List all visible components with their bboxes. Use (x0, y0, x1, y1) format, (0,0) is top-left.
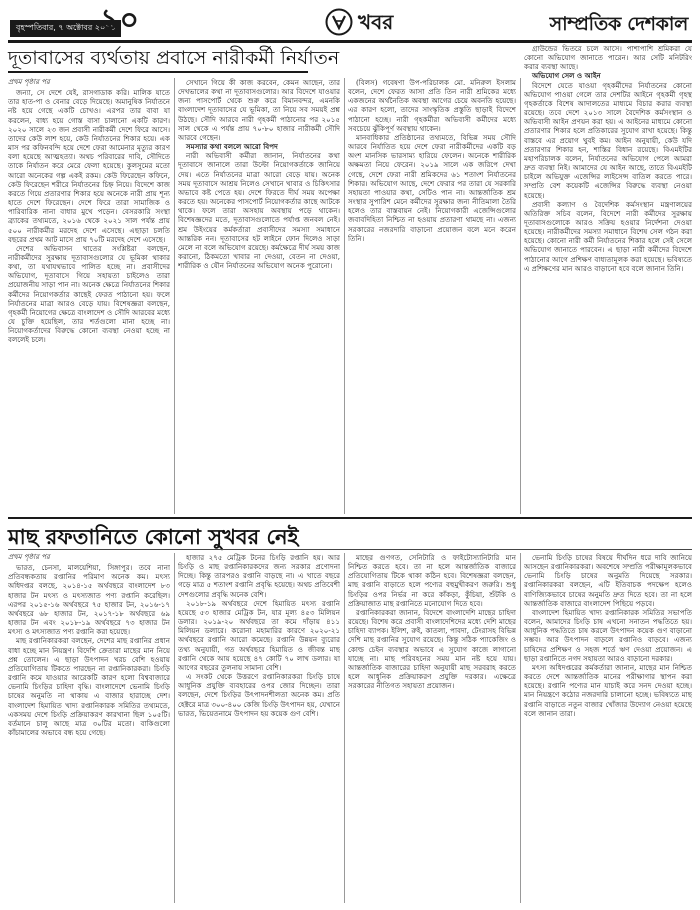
story2-column-4 (524, 553, 692, 903)
story1-column-4 (524, 44, 692, 514)
column-divider (174, 78, 175, 514)
story1-col4-text: গ্রাউন্ডের ভিতরে চলে আসে। পাশাপাশি শ্রমিকরা যে কোনো অভিযোগ জানাতে পারেন। আর সেটি মনিটরিং করার ব্যবস্থা আছে। (524, 44, 692, 72)
story1-col4-subhead: অভিযোগ সেল ও আইন (532, 71, 601, 81)
story1-col2-text: সেখানে গিয়ে কী কাজ করবেন, কেমন আছেন, তার দেখভালের কথা না দূতাবাসগুলোর। আর বিদেশে যাওয়ার জন্য পাসপোর্ট থেকে শুরু করে বিমানবন্দর, এমনকি বাংলাদেশ দূতাবাসের যে ভূমিকা, তা নিয়ে সব সময়ই প্রশ্ন উঠছে। সৌদি আরবে নারী গৃহকর্মী পাঠানোর পর ২০১৫ সাল থেকে এ পর্যন্ত প্রায় ৭০-৮০ হাজার নারীকর্মী সৌদি আরবে গেছেন। (178, 78, 340, 142)
story1-col4b-text: বিদেশে যেতে যাওয়া গৃহকর্মীদের নির্যাতনের কোনো অভিযোগ পাওয়া গেলে তার দেশটির আইনে গৃহকর্মী গৃহস্থ গৃহকর্তাকে বিশেষ আদালতের মাধ্যমে বিচার করার ব্যবস্থা রয়েছে। তবে দেশে ২০১৩ সালে বৈদেশিক কর্মসংস্থান ও অভিবাসী আইন প্রণয়ন করা হয়। এ আইনের মাধ্যমে কোনো প্রতারণার শিকার হলে প্রতিকারের সুযোগ রাখা হয়েছে। কিন্তু বাস্তবে এর প্রয়োগ খুবই কম। আইন অনুযায়ী, কেউ যদি প্রতারণার শিকার হন, শাস্তির বিধান রয়েছে। বিএমইটির মহাপরিচালক বলেন, নির্যাতনের অভিযোগ পেলে আমরা দ্রুত ব্যবস্থা নিই। আমাদের যে আইন আছে, তাতে বিএমইটি চাইলে অভিযুক্ত এজেন্সির লাইসেন্স বাতিল করতে পারে। সম্প্রতি বেশ কয়েকটি এজেন্সির বিরুদ্ধে ব্যবস্থা নেওয়া হয়েছে। (524, 80, 692, 200)
story1-col1-text: জন্যা, সে দেশে যেই, রাসগাডাক করি। মালিক যাতে তার হাত-পা ও বেনার বেড়ে দিয়েছে। অমানুষিক নির্যাতনে নষ্ট হয়ে গেছে একটি চোখও। এরপর তার বাবা যা করলেন, বাধ্য হয়ে গোস্ত বাসা চালানো একটি কারণ। ২০২০ সালে ২৩ জন প্রবাসী নারীকর্মী দেশে ফিরে আসে। তাদের কেউ লাশ হয়ে, কেউ নির্যাতনের শিকার হয়ে। এক মাস পর কফিনবন্দি হয়ে দেশে ফেরা আমেনার মৃত্যুর কারণ বলা হয়েছে আত্মহত্যা। অথচ পরিবারের দাবি, সৌদিতে তাকে নির্যাতন করে মেরে ফেলা হয়েছে। কুলসুমের মতো আরো অনেকের গল্প একই রকম। কেউ ফিরেছেন কফিনে, কেউ ফিরেছেন শরীরে নির্যাতনের চিহ্ন নিয়ে। বিদেশে কাজ করতে গিয়ে প্রতারণার শিকার হয়ে অনেকে নারী প্রায় শূন্য হাতে দেশে ফিরেছেন। দেশে ফিরে তারা সামাজিক ও পারিবারিক নানা বাধার মুখে পড়েন। বেসরকারি সংস্থা ব্র্যাকের তথ্যমতে, ২০১৬ থেকে ২০২১ সাল পর্যন্ত প্রায় ৫০০ নারীকর্মীর মরদেহ দেশে এসেছে। এছাড়া চলতি বছরের প্রথম আট মাসে প্রায় ৭০টি মরদেহ দেশে এসেছে। (8, 88, 170, 244)
story-separator (8, 517, 692, 519)
story2-col2c-text: এ সংকট থেকে উত্তরণে রপ্তানিকারকরা চিংড়ি চাষে আধুনিক প্রযুক্তি ব্যবহারের ওপর জোর দিচ্ছেন। তারা বলছেন, দেশে চিংড়ির উৎপাদনশীলতা অনেক কম। প্রতি হেক্টরে মাত্র ৩০০-৪০০ কেজি চিংড়ি উৎপাদন হয়, যেখানে ভারত, ভিয়েতনামে উৎপাদন হয় কয়েক গুণ বেশি। (178, 672, 340, 718)
column-divider (344, 78, 345, 514)
story2-col1-text: ভারত, চেনসা, মালয়েশিয়া, সিঙ্গাপুর। তবে নানা প্রতিবন্ধকতায় রপ্তানির পরিমাণ অনেক কম। মৎস্য অধিদপ্তর বলছে, ২০১৪-১৫ অর্থবছরে বাংলাদেশ ৮৩ হাজার টন মৎস্য ও মৎস্যজাত পণ্য রপ্তানি করেছিল। এরপর ২০১৫-১৬ অর্থবছরে ৭৫ হাজার টন, ২০১৬-১৭ অর্থবছরে ৬৮ হাজার টন, ২০১৭-১৮ অর্থবছরে ৬৯ হাজার টন এবং ২০১৮-১৯ অর্থবছরে ৭৩ হাজার টন মৎস্য ও মৎস্যজাত পণ্য রপ্তানি করা হয়েছে। (8, 563, 170, 637)
story1-col4c-text: প্রবাসী কল্যাণ ও বৈদেশিক কর্মসংস্থান মন্ত্রণালয়ের অতিরিক্ত সচিব বলেন, বিদেশে নারী কর্মীদের সুরক্ষায় দূতাবাসগুলোকে আরও সক্রিয় হওয়ার নির্দেশনা দেওয়া হয়েছে। নারীকর্মীদের সমস্যা সমাধানে বিশেষ সেল গঠন করা হয়েছে। কোনো নারী কর্মী নির্যাতনের শিকার হলে সেই সেলে অভিযোগ জানাতে পারবেন। এ ছাড়া নারী কর্মীদের বিদেশে পাঠানোর আগে প্রশিক্ষণ বাধ্যতামূলক করা হয়েছে। ভবিষ্যতে এ প্রশিক্ষণের মান আরও বাড়ানো হবে বলে জানান তিনি। (524, 199, 692, 273)
story1-col3-text: (বিলস) গবেষণা উপ-পরিচালক মো. মনিরুল ইসলাম বলেন, দেশে ফেরত আসা প্রতি তিন নারী শ্রমিকের মধ্যে একজনের অর্থনৈতিক অবস্থা আগের চেয়ে অবনতি হয়েছে। এর কারণ হলো, তাদের সাংস্কৃতিক প্রস্তুতি ছাড়াই বিদেশে পাঠানো হচ্ছে। নারী গৃহকর্মীরা অভিবাসী কর্মীদের মধ্যে সবচেয়ে ঝুঁকিপূর্ণ অবস্থায় থাকেন। (348, 78, 516, 133)
story1-headline: দূতাবাসের ব্যর্থতায় প্রবাসে নারীকর্মী নির্যাতন (8, 47, 340, 69)
story2-column-3 (348, 553, 516, 903)
story1-col2-subhead: সমস্যার কথা বললে আরো বিপদ (186, 142, 278, 152)
story2-col4c-text: মৎস্য অধিদপ্তরের কর্মকর্তারা জানান, মাছের মান নিশ্চিত করতে দেশে আন্তর্জাতিক মানের পরীক্ষাগার স্থাপন করা হয়েছে। রপ্তানি পণ্যের মান যাচাই করে সনদ দেওয়া হচ্ছে। মান নিয়ন্ত্রণে কঠোর নজরদারি চালানো হচ্ছে। ভবিষ্যতে মাছ রপ্তানি বাড়াতে নতুন বাজার খোঁজার উদ্যোগ নেওয়া হয়েছে বলে জানান তারা। (524, 662, 692, 718)
headline-rule (8, 549, 692, 550)
story1-col2b-text: নারী অভিবাসী কর্মীরা জানান, নির্যাতনের কথা দূতাবাসে জানালে তারা উল্টো নিয়োগকর্তাকে জানিয়ে দেয়। এতে নির্যাতনের মাত্রা আরো বেড়ে যায়। অনেক সময় দূতাবাসে আশ্রয় নিলেও সেখানে খাবার ও চিকিৎসার অভাবে কষ্ট পেতে হয়। দেশে ফিরতে দীর্ঘ সময় অপেক্ষা করতে হয়। অনেকের পাসপোর্ট নিয়োগকর্তার কাছে আটকে থাকে। ফলে তারা অসহায় অবস্থায় পড়ে থাকেন। বিশেষজ্ঞদের মতে, দূতাবাসগুলোতে পর্যাপ্ত জনবল নেই। শ্রম উইংয়ের কর্মকর্তারা প্রবাসীদের সমস্যা সমাধানে আন্তরিক নন। দূতাবাসের হট লাইনে ফোন দিলেও সাড়া মেলে না বলে অভিযোগ রয়েছে। কর্মক্ষেত্রে দীর্ঘ সময় কাজ করানো, ঠিকমতো খাবার না দেওয়া, বেতন না দেওয়া, শারীরিক ও যৌন নির্যাতনের অভিযোগ অনেক পুরোনো। (178, 151, 340, 271)
story1-kicker: প্রথম পৃষ্ঠার পর (8, 78, 50, 86)
story2-col3-text: মাছের গুণগত, সেনিটারি ও ফাইটোস্যানিটারি মান নিশ্চিত করতে হবে। তা না হলে আন্তর্জাতিক বাজারে প্রতিযোগিতায় টিকে থাকা কঠিন হবে। বিশেষজ্ঞরা বলছেন, মাছ রপ্তানি বাড়াতে হলে পণ্যের বহুমুখীকরণ জরুরি। শুধু চিংড়ির ওপর নির্ভর না করে কাঁকড়া, কুঁচিয়া, শুঁটকি ও প্রক্রিয়াজাত মাছ রপ্তানিতে মনোযোগ দিতে হবে। (348, 553, 516, 608)
story1-col3b-text: মানবাধিকার প্রতিষ্ঠানের তথ্যমতে, বিভিন্ন সময় সৌদি আরবে নির্যাতিত হয়ে দেশে ফেরা নারীকর্মীদের একটি বড় অংশ মানসিক ভারসাম্য হারিয়ে ফেলেন। অনেকে শারীরিক অক্ষমতা নিয়ে ফেরেন। ২০১৯ সালে এক জরিপে দেখা গেছে, দেশে ফেরা নারী শ্রমিকদের ৬১ শতাংশ নির্যাতনের শিকার। অভিযোগ আছে, দেশে ফেরার পর তারা যে সরকারি সহায়তা পাওয়ার কথা, সেটিও পান না। আন্তর্জাতিক শ্রম সংস্থার সুপারিশ মেনে কর্মীদের সুরক্ষার জন্য নীতিমালা তৈরি হলেও তার বাস্তবায়ন নেই। নিয়োগকারী এজেন্সিগুলোর জবাবদিহিতা নিশ্চিত না হওয়ায় প্রতারণা থামছে না। এজন্য সরকারের নজরদারি বাড়ানো প্রয়োজন বলে মনে করেন তিনি। (348, 132, 516, 243)
page-header (8, 3, 692, 43)
column-divider (520, 553, 521, 903)
issue-date: বৃহস্পতিবার, ৭ অক্টোবর ২০২১ (10, 20, 121, 37)
story2-col2-text: হাজার ২৭৫ মেট্রিক টনের চিংড়ি রপ্তানি হয়। আর চিংড়ি ও মাছ রপ্তানিকারকদের জন্য সরকার প্রণোদনা দিচ্ছে। কিন্তু তারপরও রপ্তানি বাড়ছে না। এ খাতে বছরে গড়ে মাত্র ৫ শতাংশ রপ্তানি প্রবৃদ্ধি হয়েছে। অথচ প্রতিবেশী দেশগুলোর প্রবৃদ্ধি অনেক বেশি। (178, 553, 340, 599)
section-name: খবর (358, 10, 394, 34)
page-number: ১০ (100, 3, 139, 38)
story1-column-2 (178, 78, 340, 514)
story2-col4b-text: বাংলাদেশ হিমায়িত খাদ্য রপ্তানিকারক সমিতির সভাপতি বলেন, আমাদের চিংড়ি চাষ এখনো সনাতন পদ্ধতিতে হয়। আধুনিক পদ্ধতিতে চাষ করলে উৎপাদন কয়েক গুণ বাড়ানো সম্ভব। আর উৎপাদন বাড়লে রপ্তানিও বাড়বে। এজন্য চাষিদের প্রশিক্ষণ ও সহজ শর্তে ঋণ দেওয়া প্রয়োজন। এ ছাড়া রপ্তানিতে নগদ সহায়তা আরও বাড়ানো দরকার। (524, 607, 692, 663)
story2-column-2 (178, 553, 340, 903)
column-divider (174, 553, 175, 903)
story2-col1b-text: মাছ রপ্তানিকারকরা বলছেন, দেশের মাছ রপ্তানির প্রধান বাধা হচ্ছে মান নিয়ন্ত্রণ। বিদেশি ক্রেতারা মাছের মান নিয়ে প্রশ্ন তোলেন। এ ছাড়া উৎপাদন খরচ বেশি হওয়ায় প্রতিযোগিতায় টিকতে পারছেন না রপ্তানিকারকরা। চিংড়ি রপ্তানি কমে যাওয়ার আরেকটি কারণ হলো বিশ্ববাজারে ভেনামি চিংড়ির চাহিদা বৃদ্ধি। বাংলাদেশে ভেনামি চিংড়ি চাষের অনুমতি না থাকায় এ বাজার হারাচ্ছে দেশ। বাংলাদেশ হিমায়িত খাদ্য রপ্তানিকারক সমিতির তথ্যমতে, একসময় দেশে চিংড়ি প্রক্রিয়াকরণ কারখানা ছিল ১০৫টি। বর্তমানে চালু আছে মাত্র ৩০টির মতো। বাকিগুলো কাঁচামালের অভাবে বন্ধ হয়ে গেছে। (8, 636, 170, 737)
story1-col1b-text: দেশের অভিবাসন খাতের সংশ্লিষ্টরা বলছেন, নারীকর্মীদের সুরক্ষায় দূতাবাসগুলোর যে ভূমিকা থাকার কথা, তা যথাযথভাবে পালিত হচ্ছে না। প্রবাসীদের অভিযোগ, দূতাবাসে গিয়ে সহায়তা চাইলেও তারা প্রয়োজনীয় সাড়া পান না। অনেক ক্ষেত্রে নির্যাতনের শিকার কর্মীদের নিয়োগকর্তার কাছেই ফেরত পাঠানো হয়। ফলে নির্যাতনের মাত্রা আরও বেড়ে যায়। বিশেষজ্ঞরা বলছেন, গৃহকর্মী নিয়োগের ক্ষেত্রে বাংলাদেশ ও সৌদি আরবের মধ্যে যে চুক্তি হয়েছিল, তার শর্তগুলো মানা হচ্ছে না। নিয়োগকর্তাদের বিরুদ্ধে কোনো ব্যবস্থা নেওয়া হচ্ছে না বললেই চলে। (8, 243, 170, 345)
section-logo-icon (324, 8, 354, 36)
headline-underline (8, 71, 308, 73)
story1-column-1 (8, 78, 170, 514)
story2-kicker: প্রথম পৃষ্ঠার পর (8, 553, 50, 561)
story2-column-1 (8, 553, 170, 903)
story2-col2b-text: ২০১৮-১৯ অর্থবছরে দেশে হিমায়িত মৎস্য রপ্তানি হয়েছে ৫৩ হাজার মেট্রিক টন, যার মূল্য ৪৫৩ মিলিয়ন ডলার। ২০১৯-২০ অর্থবছরে তা কমে দাঁড়ায় ৪১১ মিলিয়ন ডলারে। করোনা মহামারির কারণে ২০২০-২১ অর্থবছরে রপ্তানি আরো কমেছে। রপ্তানি উন্নয়ন ব্যুরোর তথ্য অনুযায়ী, গত অর্থবছরে হিমায়িত ও জীবন্ত মাছ রপ্তানি থেকে আয় হয়েছে ৪৭ কোটি ৭০ লাখ ডলার। যা আগের বছরের তুলনায় সামান্য বেশি। (178, 598, 340, 672)
column-divider (344, 553, 345, 903)
story2-col3b-text: রপ্তানিকারকরা জানান, বিদেশে বাংলাদেশি মাছের চাহিদা রয়েছে। বিশেষ করে প্রবাসী বাংলাদেশিদের মধ্যে দেশি মাছের চাহিদা ব্যাপক। ইলিশ, রুই, কাতলা, পাবদা, টেংরাসহ বিভিন্ন দেশি মাছ রপ্তানির সুযোগ রয়েছে। কিন্তু সঠিক প্যাকেজিং ও কোল্ড চেইন ব্যবস্থার অভাবে এ সুযোগ কাজে লাগানো যাচ্ছে না। মাছ পরিবহনের সময় মান নষ্ট হয়ে যায়। আন্তর্জাতিক বাজারের চাহিদা অনুযায়ী মাছ সরবরাহ করতে হলে আধুনিক প্রক্রিয়াকরণ প্রযুক্তি দরকার। এক্ষেত্রে সরকারের নীতিগত সহায়তা প্রয়োজন। (348, 607, 516, 691)
story2-headline: মাছ রফতানিতে কোনো সুখবর নেই (8, 525, 299, 549)
story2-col4-text: ভেনামি চিংড়ি চাষের বিষয়ে দীর্ঘদিন ধরে দাবি জানিয়ে আসছেন রপ্তানিকারকরা। অবশেষে সম্প্রতি পরীক্ষামূলকভাবে ভেনামি চিংড়ি চাষের অনুমতি দিয়েছে সরকার। রপ্তানিকারকরা বলছেন, এটি ইতিবাচক পদক্ষেপ হলেও বাণিজ্যিকভাবে চাষের অনুমতি দ্রুত দিতে হবে। তা না হলে আন্তর্জাতিক বাজারে বাংলাদেশ পিছিয়ে পড়বে। (524, 553, 692, 608)
column-divider (520, 78, 521, 514)
story1-column-3 (348, 78, 516, 514)
newspaper-brand: সাম্প্রতিক দেশকাল (549, 13, 688, 35)
